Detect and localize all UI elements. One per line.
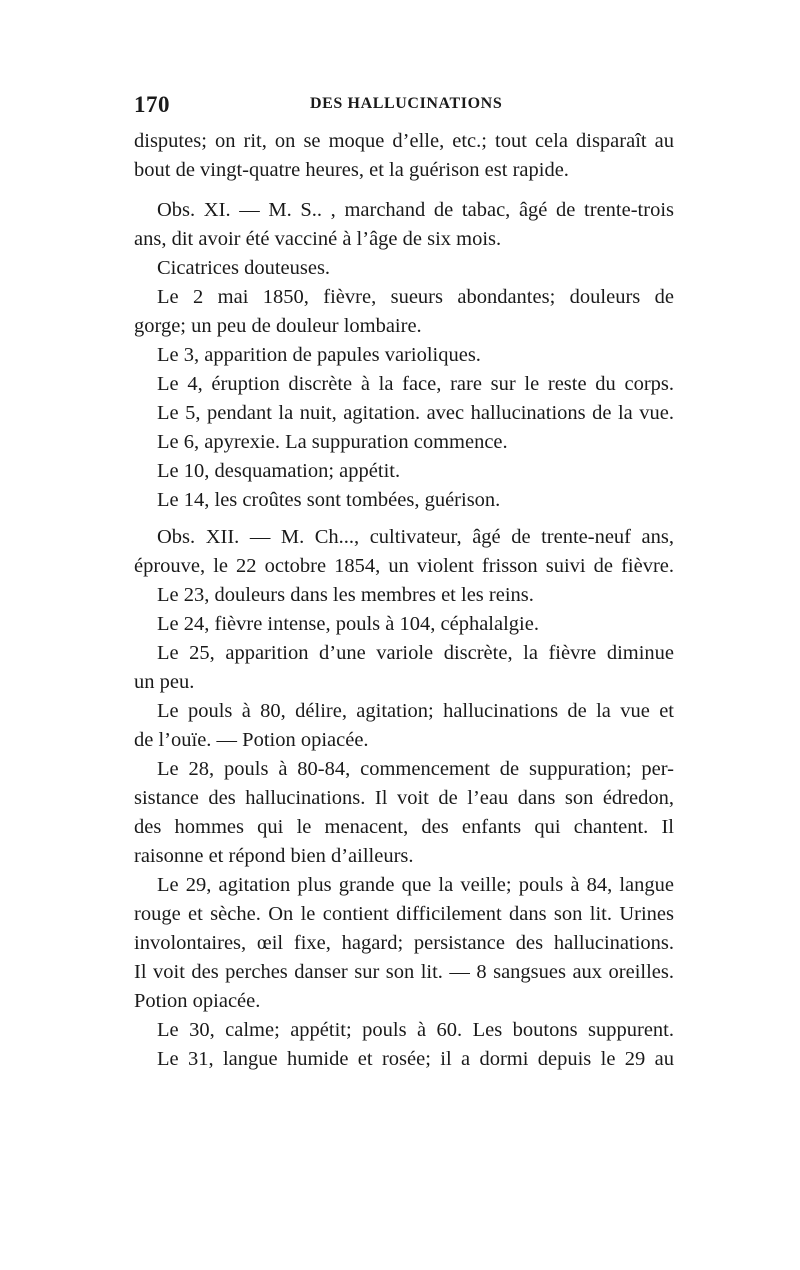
text-line: Le 4, éruption discrète à la face, rare sur le reste du corps.	[157, 373, 674, 395]
text-line: un peu.	[134, 671, 195, 693]
text-line: Le 3, apparition de papules varioliques.	[157, 344, 481, 366]
text-line: Le 5, pendant la nuit, agitation. avec hallucinations de la vue.	[157, 402, 674, 424]
text-line: Le 14, les croûtes sont tombées, guérison.	[157, 489, 501, 511]
page-number: 170	[134, 92, 170, 117]
text-line: Potion opiacée.	[134, 990, 261, 1012]
text-line: éprouve, le 22 octobre 1854, un violent frisson suivi de fièvre.	[134, 555, 674, 577]
text-line: Obs. XII. — M. Ch..., cultivateur, âgé de trente-neuf ans,	[157, 526, 674, 548]
text-line: Le 30, calme; appétit; pouls à 60. Les boutons suppurent.	[157, 1019, 674, 1041]
text-line: Le 24, fièvre intense, pouls à 104, céphalalgie.	[157, 613, 539, 635]
text-line: involontaires, œil fixe, hagard; persistance des hallucinations.	[134, 932, 674, 954]
text-line: disputes; on rit, on se moque d’elle, etc.; tout cela disparaît au	[134, 130, 674, 152]
text-line: de l’ouïe. — Potion opiacée.	[134, 729, 369, 751]
text-line: Le 23, douleurs dans les membres et les reins.	[157, 584, 534, 606]
text-line: des hommes qui le menacent, des enfants qui chantent. Il	[134, 816, 674, 838]
text-line: Le 6, apyrexie. La suppuration commence.	[157, 431, 508, 453]
text-line: Le 25, apparition d’une variole discrète, la fièvre diminue	[157, 642, 674, 664]
text-line: bout de vingt-quatre heures, et la guérison est rapide.	[134, 159, 569, 181]
text-line: Obs. XI. — M. S.. , marchand de tabac, âgé de trente-trois	[157, 199, 674, 221]
text-line: Le 10, desquamation; appétit.	[157, 460, 401, 482]
text-line: sistance des hallucinations. Il voit de l’eau dans son édredon,	[134, 787, 674, 809]
page-header	[134, 92, 674, 118]
text-line: Le 29, agitation plus grande que la veille; pouls à 84, langue	[157, 874, 674, 896]
text-line: Cicatrices douteuses.	[157, 257, 331, 279]
text-line: raisonne et répond bien d’ailleurs.	[134, 845, 414, 867]
text-line: Le pouls à 80, délire, agitation; hallucinations de la vue et	[157, 700, 674, 722]
text-line: Le 28, pouls à 80-84, commencement de suppuration; per-	[157, 758, 674, 780]
text-line: rouge et sèche. On le contient difficilement dans son lit. Urines	[134, 903, 674, 925]
text-line: Le 31, langue humide et rosée; il a dormi depuis le 29 au	[157, 1048, 674, 1070]
text-line: gorge; un peu de douleur lombaire.	[134, 315, 422, 337]
running-head: DES HALLUCINATIONS	[310, 95, 503, 112]
text-line: Il voit des perches danser sur son lit. — 8 sangsues aux oreilles.	[134, 961, 674, 983]
text-line: Le 2 mai 1850, fièvre, sueurs abondantes; douleurs de	[157, 286, 674, 308]
text-line: ans, dit avoir été vacciné à l’âge de six mois.	[134, 228, 502, 250]
